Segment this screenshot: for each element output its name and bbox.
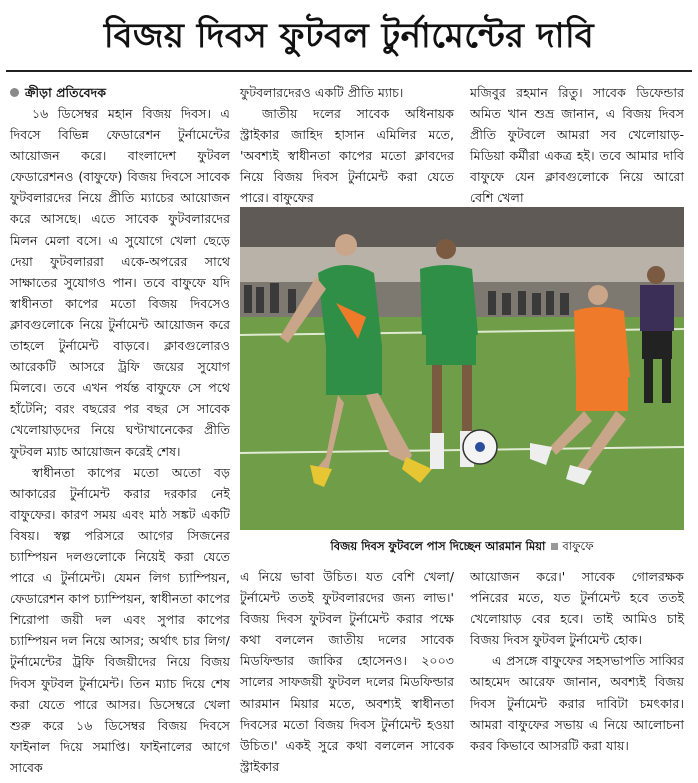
column-3-top <box>470 82 684 209</box>
byline <box>10 82 230 103</box>
match-photo <box>240 207 684 530</box>
headline: বিজয় দিবস ফুটবল টুর্নামেন্টের দাবি <box>103 16 595 56</box>
column-3-bottom <box>470 566 684 756</box>
column-2-top <box>240 82 454 209</box>
col1-paragraph-1: ১৬ ডিসেম্বর মহান বিজয় দিবস। এ দিবসে বিভিন্ন ফেডারেশন টুর্নামেন্টের আয়োজন করে। বাংলাদেশ ফুটবল ফেডারেশনও (বাফুফে) বিজয় দিবসে সাবেক ফুটবলারদের নিয়ে প্রীতি ম্যাচের আয়োজন করে আসছে। এতে সাবেক ফুটবলারদের মিলন মেলা বসে। এ সুযোগে খেলা ছেড়ে দেয়া ফুটবলাররা একে-অপরের সাথে সাক্ষাতের সুযোগও পান। তবে বাফুফে যদি স্বাধীনতা কাপের মতো বিজয় দিবসেও ক্লাবগুলোকে নিয়ে টুর্নামেন্ট আয়োজন করে তাহলে টুর্নামেন্ট বাড়বে। ক্লাবগুলোরও আরেকটি আসরে ট্রফি জয়ের সুযোগ মিলবে। তবে এখন পর্যন্ত বাফুফে সে পথে হাঁটেনি; বরং বছরের পর বছর সে সাবেক খেলোয়াড়দের নিয়ে ঘণ্টাখানেকের প্রীতি ফুটবল ম্যাচ আয়োজন করেই শেষ। <box>10 106 230 459</box>
col3b-paragraph-1: আয়োজন করে।' সাবেক গোলরক্ষক পনিরের মতে, যত টুর্নামেন্ট হবে ততই খেলোয়াড় বের হবে। তাই আমিও চাই বিজয় দিবস ফুটবল টুর্নামেন্ট হোক। <box>470 569 684 648</box>
caption-text: বিজয় দিবস ফুটবলে পাস দিচ্ছেন আরমান মিয়া <box>330 539 546 553</box>
football-match-illustration <box>240 207 684 530</box>
col2-paragraph-2: জাতীয় দলের সাবেক অধিনায়ক স্ট্রাইকার জাহিদ হাসান এমিলির মতে, 'অবশ্যই স্বাধীনতা কাপের মতো ক্লাবদের নিয়ে বিজয় দিবস টুর্নামেন্ট করা যেতে পারে। বাফুফের <box>240 106 454 206</box>
byline-text: ক্রীড়া প্রতিবেদক <box>25 85 107 100</box>
caption-credit: বাফুফে <box>562 539 594 553</box>
col1-paragraph-2: স্বাধীনতা কাপের মতো অতো বড় আকারের টুর্নামেন্ট করার দরকার নেই বাফুফের। কারণ সময় এবং মাঠ সঙ্কট একটি বিষয়। স্বল্প পরিসরে আগের সিজনের চ্যাম্পিয়ন দলগুলোকে নিয়েই করা যেতে পারে এ টুর্নামেন্ট। যেমন লিগ চ্যাম্পিয়ন, ফেডারেশন কাপ চ্যাম্পিয়ন, স্বাধীনতা কাপের শিরোপা জয়ী দল এবং সুপার কাপের চ্যাম্পিয়ন দল নিয়ে আসর; অর্থাৎ চার লিগ/টুর্নামেন্টের ট্রফি বিজয়ীদের নিয়ে বিজয় দিবস ফুটবল টুর্নামেন্ট। তিন ম্যাচ দিয়ে শেষ করা যেতে পারে আসর। ডিসেম্বরে খেলা শুরু করে ১৬ ডিসেম্বর বিজয় দিবসে ফাইনাল দিয়ে সমাপ্তি। ফাইনালের আগে সাবেক <box>10 464 230 775</box>
column-2-bottom <box>240 566 454 777</box>
col2-paragraph-1: ফুটবলারদেরও একটি প্রীতি ম্যাচ। <box>240 85 404 100</box>
col3-paragraph-1: মজিবুর রহমান রিতু। সাবেক ডিফেন্ডার অমিত খান শুভ্র জানান, এ বিজয় দিবস প্রীতি ফুটবলে আমরা সব খেলোয়াড়-মিডিয়া কর্মীরা একত্র হই। তবে আমার দাবি বাফুফে যেন ক্লাবগুলোকে নিয়ে আরো বেশি খেলা <box>470 85 684 206</box>
col3b-paragraph-2: এ প্রসঙ্গে বাফুফের সহসভাপতি সাব্বির আহমেদ আরেফ জানান, অবশ্যই বিজয় দিবস টুর্নামেন্ট করার দাবিটা চমৎকার। আমরা বাফুফের সভায় এ নিয়ে আলোচনা করব কিভাবে আসরটি করা যায়। <box>470 653 684 753</box>
photo-caption <box>240 532 684 560</box>
column-1 <box>10 82 230 778</box>
bullet-icon <box>10 88 19 97</box>
caption-separator <box>551 543 558 550</box>
col2b-paragraph-1: এ নিয়ে ভাবা উচিত। যত বেশি খেলা/টুর্নামেন্ট ততই ফুটবলারদের জন্য লাভ।' বিজয় দিবস ফুটবল টুর্নামেন্ট করার পক্ষে কথা বললেন জাতীয় দলের সাবেক মিডফিল্ডার জাকির হোসেনও। ২০০৩ সালের সাফজয়ী ফুটবল দলের মিডফিল্ডার আরমান মিয়ার মতে, অবশ্যই স্বাধীনতা দিবসের মতো বিজয় দিবস টুর্নামেন্ট হওয়া উচিত।' একই সুরে কথা বললেন সাবেক স্ট্রাইকার <box>240 569 454 774</box>
headline-rule <box>6 70 692 72</box>
